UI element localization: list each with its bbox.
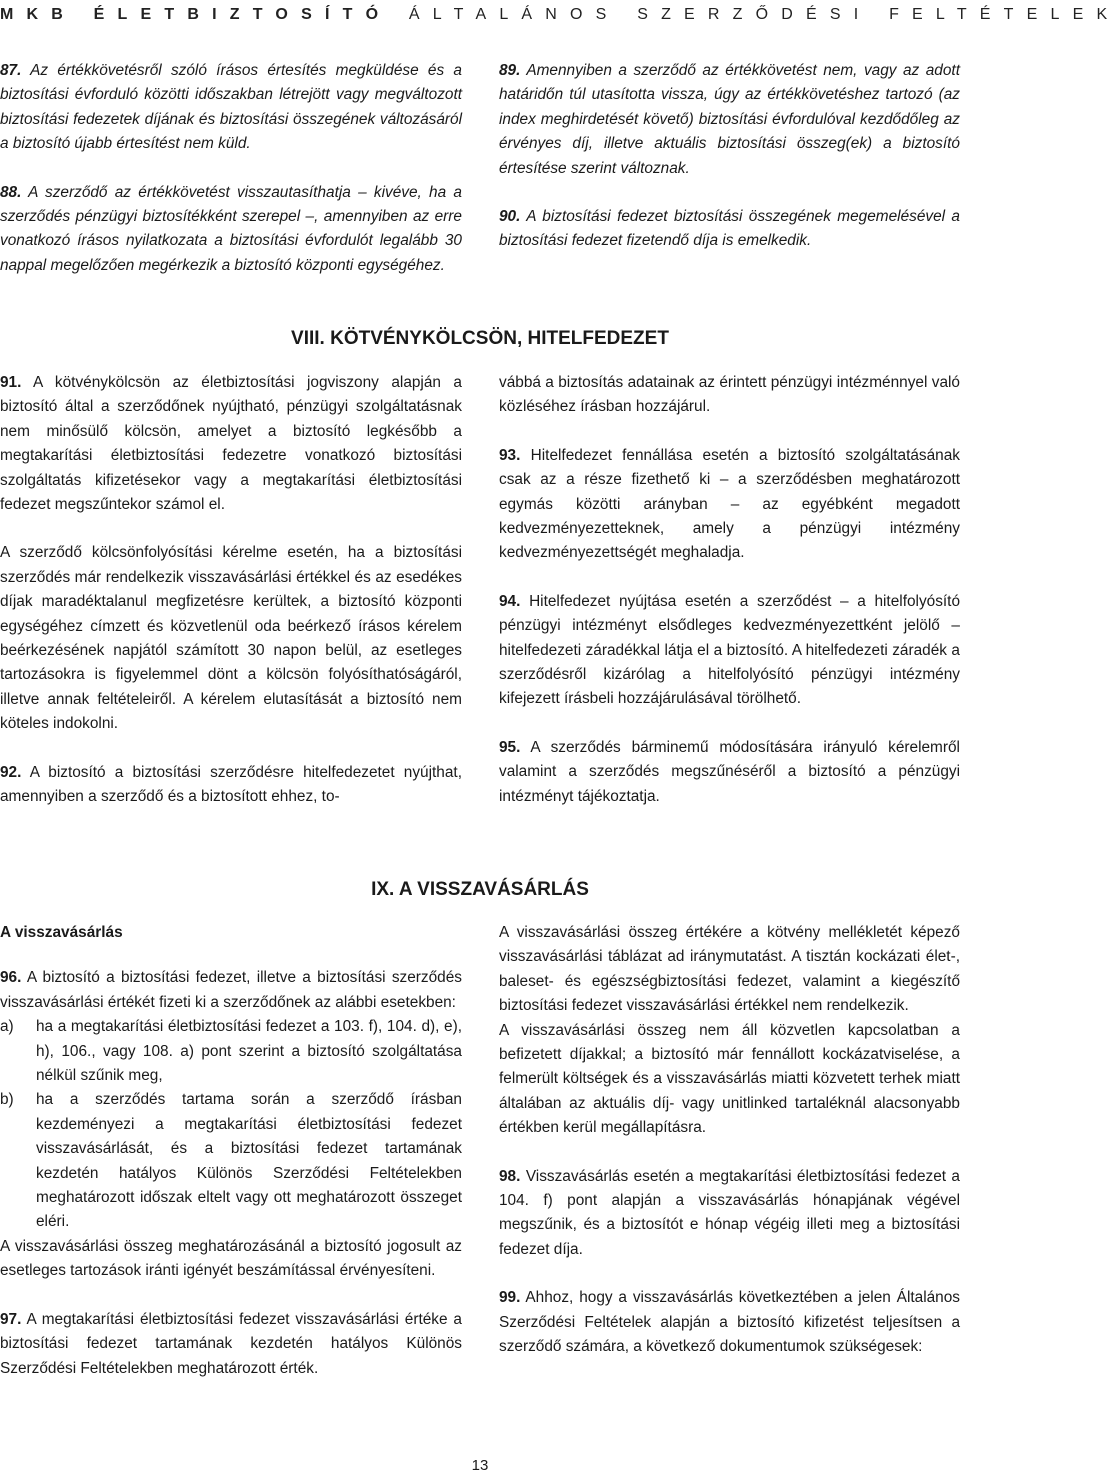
left-column-section-ix bbox=[0, 921, 462, 1381]
header-document-title: ÁLTALÁNOS SZERZŐDÉSI FELTÉTELEK bbox=[408, 6, 1120, 23]
list-marker: a) bbox=[0, 1018, 14, 1036]
paragraph-87 bbox=[0, 59, 462, 157]
paragraph-number: 89. bbox=[499, 62, 521, 79]
paragraph-text: A megtakarítási életbiztosítási fedezet visszavásárlási értéke a biztosítási fedezet tartamának kezdetén hatályos Különös Szerződési Feltételekben meghatározott érték. bbox=[0, 1310, 462, 1377]
paragraph-number: 99. bbox=[499, 1289, 521, 1307]
paragraph-text: A szerződés bárminemű módosítására irányuló kérelemről valamint a szerződés megszűnéséről a biztosító a pénzügyi intézményt tájékoztatja. bbox=[499, 738, 960, 805]
paragraph-92-continued: vábbá a biztosítás adatainak az érintett pénzügyi intézménnyel való közléséhez írásban hozzájárul. bbox=[499, 374, 960, 416]
paragraph-number: 87. bbox=[0, 62, 22, 79]
section-heading-viii: VIII. KÖTVÉNYKÖLCSÖN, HITELFEDEZET bbox=[291, 328, 669, 349]
list-item bbox=[0, 1088, 462, 1234]
paragraph-97 bbox=[0, 1308, 462, 1381]
paragraph-94 bbox=[499, 590, 960, 712]
paragraph-90 bbox=[499, 205, 960, 254]
paragraph-99 bbox=[499, 1286, 960, 1359]
paragraph-97-continued-2: A visszavásárlási összeg nem áll közvetlen kapcsolatban a befizetett díjakkal; a biztosító már fennállott kockázatviselése, a felmerült költségek és a visszavásárlás miatti közvetett terhek miatt általában az aktuális díj- vagy unitlinked tartaléknál alacsonyabb értékben kerül megállapításra. bbox=[499, 1021, 960, 1137]
paragraph-88 bbox=[0, 181, 462, 279]
paragraph-91-continued: A szerződő kölcsönfolyósítási kérelme esetén, ha a biztosítási szerződés már rendelkezik visszavásárlási értékkel és az esedékes díjak maradéktalanul megfizetésre kerültek, a biztosító központi egységéhez címzett és közvetlenül oda beérkező írásos kérelem beérkezésének napjától számított 30 napon belül, az esetleges tartozásokra is figyelemmel dönt a kölcsön folyósíthatóságáról, illetve annak feltételeiről. A kérelem elutasítását a biztosító nem köteles indokolni. bbox=[0, 544, 462, 733]
paragraph-text: A biztosító a biztosítási fedezet, illetve a biztosítási szerződés visszavásárlási értékét fizeti ki a szerződőnek az alábbi esetekben: bbox=[0, 969, 462, 1011]
paragraph-number: 88. bbox=[0, 183, 22, 201]
left-column-top bbox=[0, 59, 462, 278]
paragraph-97-continued-1: A visszavásárlási összeg értékére a kötvény mellékletét képező visszavásárlási táblázat ad iránymutatást. A tisztán kockázati élet-, baleset- és egészségbiztosítási fedezet, valamint a kiegészítő biztosítási fedezet visszavásárlási értékkel nem rendelkezik. bbox=[499, 924, 960, 1015]
running-header bbox=[0, 0, 1120, 30]
paragraph-text: A biztosító a biztosítási szerződésre hitelfedezetet nyújthat, amennyiben a szerződő és a biztosított ehhez, to- bbox=[0, 763, 462, 806]
right-column-section-viii bbox=[499, 371, 960, 809]
paragraph-91 bbox=[0, 371, 462, 517]
paragraph-89 bbox=[499, 59, 960, 181]
paragraph-number: 96. bbox=[0, 969, 22, 987]
paragraph-98 bbox=[499, 1165, 960, 1263]
paragraph-text: A biztosítási fedezet biztosítási összegének megemelésével a biztosítási fedezet fizetendő díja is emelkedik. bbox=[499, 208, 960, 250]
paragraph-number: 90. bbox=[499, 208, 521, 226]
paragraph-92 bbox=[0, 761, 462, 810]
paragraph-93 bbox=[499, 444, 960, 566]
paragraph-number: 92. bbox=[0, 763, 22, 781]
paragraph-text: Visszavásárlás esetén a megtakarítási életbiztosítási fedezet a 104. f) pont alapján a visszavásárlás hónapjának végével megszűnik, és a biztosítót e hónap végéig illeti meg a biztosítási fedezet díja. bbox=[499, 1167, 960, 1258]
paragraph-number: 93. bbox=[499, 446, 521, 464]
paragraph-number: 98. bbox=[499, 1167, 521, 1185]
paragraph-text: Hitelfedezet fennállása esetén a biztosító szolgáltatásának csak az a része fizethető ki – a szerződésben meghatározott egymás közötti arányban – az egyébként megadott kedvezményezetteknek, amely a pénzügyi intézmény kedvezményezettségét meghaladja. bbox=[499, 446, 960, 562]
paragraph-96 bbox=[0, 966, 462, 1015]
list-marker: b) bbox=[0, 1091, 14, 1109]
list-text: ha a szerződés tartama során a szerződő írásban kezdeményezi a megtakarítási életbiztosítási fedezet visszavásárlását, és a biztosítási fedezet tartamának kezdetén hatályos Különös Szerződési Feltételekben meghatározott időszak eltelt vagy ott meghatározott összeget eléri. bbox=[36, 1091, 462, 1231]
left-column-section-viii bbox=[0, 371, 462, 810]
section-heading-ix: IX. A VISSZAVÁSÁRLÁS bbox=[371, 879, 589, 900]
paragraph-text: A kötvénykölcsön az életbiztosítási jogviszony alapján a biztosító által a szerződőnek nyújtható, pénzügyi szolgáltatásnak nem minősülő kölcsön, amelyet a biztosító legkésőbb a megtakarítási életbiztosítási fedezetre vonatkozó biztosítási szolgáltatás kifizetésekor vagy a megtakarítási életbiztosítási fedezet megszűntekor számol el. bbox=[0, 374, 462, 514]
list-text: ha a megtakarítási életbiztosítási fedezet a 103. f), 104. d), e), h), 106., vagy 108. a) pont szerint a biztosító szolgáltatása nélkül szűnik meg, bbox=[36, 1018, 462, 1085]
paragraph-text: A szerződő az értékkövetést visszautasíthatja – kivéve, ha a szerződés pénzügyi biztosítékként szerepel –, amennyiben az erre vonatkozó írásos nyilatkozata a biztosítási évfordulót legalább 30 nappal megelőzően megérkezik a biztosító központi egységéhez. bbox=[0, 183, 462, 274]
right-column-section-ix bbox=[499, 921, 960, 1360]
paragraph-text: Ahhoz, hogy a visszavásárlás következtében a jelen Általános Szerződési Feltételek alapján a biztosító kifizetést teljesítsen a szerződő számára, a következő dokumentumok szükségesek: bbox=[499, 1289, 960, 1356]
paragraph-text: Amennyiben a szerződő az értékkövetést nem, vagy az adott határidőn túl utasította vissza, úgy az értékkövetéshez tartozó (az index meghirdetését követő) biztosítási évfordulóval kezdődőleg az érvényes díj, illetve aktuális biztosítási összeg(ek) a biztosító értesítése szerint változnak. bbox=[499, 62, 960, 177]
subsection-heading: A visszavásárlás bbox=[0, 924, 123, 941]
paragraph-number: 94. bbox=[499, 592, 521, 610]
header-company: MKB ÉLETBIZTOSÍTÓ bbox=[0, 6, 392, 23]
paragraph-95 bbox=[499, 736, 960, 809]
page-number: 13 bbox=[471, 1457, 489, 1474]
paragraph-text: Hitelfedezet nyújtása esetén a szerződést – a hitelfolyósító pénzügyi intézményt elsődleges kedvezményezettként jelölő – hitelfedezeti záradékkal látja el a biztosító. A hitelfedezeti záradék a szerződésről kizárólag a hitelfolyósító pénzügyi intézmény kifejezett írásbeli hozzájárulásával törölhető. bbox=[499, 592, 961, 708]
right-column-top bbox=[499, 59, 960, 254]
paragraph-number: 91. bbox=[0, 374, 22, 391]
paragraph-number: 97. bbox=[0, 1310, 22, 1328]
paragraph-number: 95. bbox=[499, 738, 521, 756]
paragraph-text: Az értékkövetésről szóló írásos értesítés megküldése és a biztosítási évforduló közötti időszakban létrejött vagy megváltozott biztosítási fedezetek díjának és biztosítási összegének változásáról a biztosító újabb értesítést nem küld. bbox=[0, 62, 462, 153]
list-item bbox=[0, 1015, 462, 1088]
paragraph-96-continued: A visszavásárlási összeg meghatározásánál a biztosító jogosult az esetleges tartozások iránti igényét beszámítással érvényesíteni. bbox=[0, 1237, 462, 1280]
